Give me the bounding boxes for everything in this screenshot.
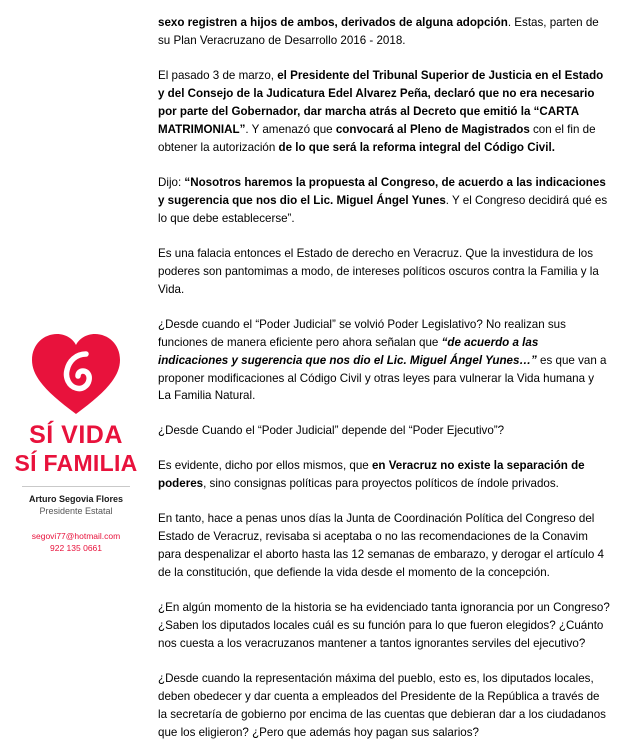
person-role: Presidente Estatal (39, 505, 113, 516)
paragraph (158, 422, 610, 440)
paragraph (158, 599, 610, 653)
text-run: Es evidente, dicho por ellos mismos, que (158, 459, 372, 473)
text-run: Es una falacia entonces el Estado de derecho en Veracruz. Que la investidura de los poderes son pantomimas a modo, de intereses políticos oscuros contra la Familia y la Vida. (158, 246, 599, 296)
text-run: ¿Desde cuando el “Poder Judicial” se volvió Poder Legislativo? No realizan sus funciones de manera eficiente pero ahora señalan que (158, 317, 566, 349)
paragraph (158, 510, 610, 582)
text-run: “Nosotros haremos la propuesta al Congreso, de acuerdo a las indicaciones y sugerencia que nos dio el Lic. Miguel Ángel Yunes (158, 175, 606, 207)
logo-line-familia: SÍ FAMILIA (14, 450, 138, 477)
paragraph (158, 316, 610, 406)
paragraph (158, 174, 610, 228)
text-run: . Y el Congreso decidirá qué es lo que debe establecerse”. (158, 193, 608, 225)
paragraph (158, 67, 610, 157)
heart-logo-icon (29, 330, 123, 416)
logo-block (0, 330, 152, 555)
contact-email: segovi77@hotmail.com (31, 530, 121, 541)
person-name: Arturo Segovia Flores (28, 493, 124, 504)
text-run: . Estas, parten de su Plan Veracruzano de Desarrollo 2016 - 2018. (158, 16, 599, 47)
paragraph (158, 670, 610, 742)
contact-phone: 922 135 0661 (50, 543, 102, 554)
text-run: con el fin de obtener la autorización (158, 122, 596, 154)
text-run: Dijo: (158, 175, 185, 189)
divider (22, 486, 130, 487)
text-run: , sino consignas políticas para proyectos políticos de índole privados. (203, 477, 559, 491)
text-run: ¿Desde Cuando el “Poder Judicial” depende del “Poder Ejecutivo”? (158, 424, 505, 438)
contact-block (0, 530, 152, 555)
sidebar (0, 0, 152, 710)
text-run: convocará al Pleno de Magistrados (335, 122, 530, 136)
text-run: ¿Desde cuando la representación máxima del pueblo, esto es, los diputados locales, deben obedecer y dar cuenta a empleados del Presidente de la República a través de la secretaría de gobierno por encima de las cuentas que debieran dar a los ciudadanos que los eligieron? ¿Pero que además hoy pagan sus salarios? (158, 672, 606, 740)
text-run: sexo registren a hijos de ambos, derivados de alguna adopción (158, 16, 508, 29)
paragraph (158, 245, 610, 299)
text-run: en Veracruz no existe la separación de poderes (158, 459, 585, 491)
text-run: . Y amenazó que (245, 122, 336, 136)
logo-line-vida: SÍ VIDA (29, 421, 123, 449)
text-run: El pasado 3 de marzo, (158, 68, 278, 82)
text-run: En tanto, hace a penas unos días la Junta de Coordinación Política del Congreso del Estado de Veracruz, revisaba si aceptaba o no las recomendaciones de la Conavim para despenalizar el aborto hasta las 12 semanas de embarazo, y derogar el artículo 4 de la constitución, que defiende la vida desde el momento de la concepción. (158, 512, 604, 580)
text-run: “de acuerdo a las indicaciones y sugerencia que nos dio el Lic. Miguel Ángel Yunes…” (158, 335, 539, 367)
text-run: de lo que será la reforma integral del Código Civil. (278, 140, 555, 154)
paragraph (158, 14, 610, 50)
text-run: ¿En algún momento de la historia se ha evidenciado tanta ignorancia por un Congreso? ¿Saben los diputados locales cuál es su función para lo que fueron elegidos? ¿Cuánto nos cuesta a los veracruzanos mantener a tantos ignorantes serviles del ejecutivo? (158, 601, 610, 651)
document-body (158, 0, 610, 742)
text-run: el Presidente del Tribunal Superior de Justicia en el Estado y del Consejo de la Judicatura Edel Alvarez Peña, declaró que no era necesario por parte del Gobernador, dar marcha atrás al Decreto que emitió la “CARTA MATRIMONIAL” (158, 68, 604, 136)
text-run: es que van a proponer modificaciones al Código Civil y otras leyes para vulnerar la Vida humana y La Familia Natural. (158, 353, 607, 403)
paragraph (158, 457, 610, 493)
